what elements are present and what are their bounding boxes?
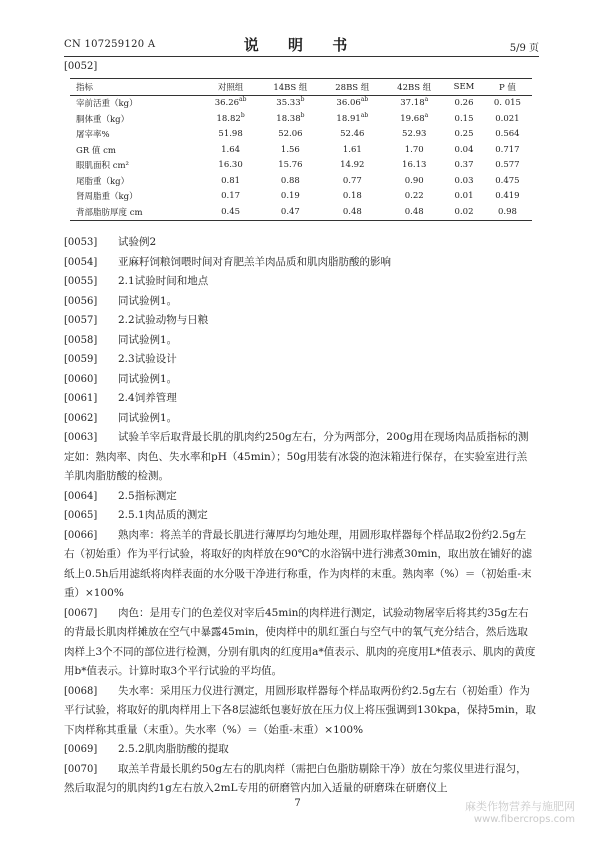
watermark-url: www.fibercrops.com [473, 814, 575, 825]
paragraph-id: [0056] [64, 295, 98, 307]
paragraph-text: 试验例2 [118, 236, 157, 248]
paragraph [64, 526, 536, 604]
significance-letter: b [240, 111, 245, 119]
table-row [70, 111, 532, 127]
paragraph [64, 428, 536, 487]
paragraph-text: 2.2试验动物与日粮 [118, 314, 209, 326]
significance-letter: a [424, 96, 429, 104]
column-header: 42BS 组 [397, 82, 432, 93]
paragraph-id: [0060] [64, 373, 98, 385]
table-cell: 0.19 [280, 191, 300, 202]
paragraph-text: 试验羊宰后取背最长肌的肌肉约250g左右，分为两部分，200g用在现场肉品质指标的测定如：熟肉率、肉色、失水率和pH（45min）；50g用装有冰袋的泡沫箱进行保存，在实验室进行羔羊肌肉脂肪酸的检测。 [64, 431, 529, 482]
body-text [64, 233, 536, 799]
paragraph-text: 2.5.1肉品质的测定 [118, 509, 208, 521]
row-label: 胴体重（kg） [76, 114, 130, 125]
paragraph [64, 253, 536, 273]
paragraph [64, 409, 536, 429]
paragraph-id: [0055] [64, 276, 98, 287]
column-header: P 值 [498, 82, 516, 93]
table-cell: 1.64 [221, 144, 241, 155]
paragraph [64, 233, 536, 253]
table-cell: 0.717 [495, 144, 520, 155]
table-cell: 0.577 [495, 160, 520, 171]
paragraph-text: 肉色：是用专门的色差仪对宰后45min的肉样进行测定，试验动物屠宰后将其约35g左右的背最长肌肉样摊放在空气中暴露45min，使肉样中的肌红蛋白与空气中的氧气充分结合，然后选取肉样上3个不同的部位进行检测，分别有肌肉的红度用a*值表示、肌肉的亮度用L*值表示、肌肉的黄度用b*值表示。计算时取3个平行试验的平均值。 [64, 606, 536, 677]
significance-letter: b [300, 111, 305, 119]
significance-letter: a [424, 111, 429, 119]
paragraph [64, 370, 536, 390]
paragraph-text: 亚麻籽饲粮饲喂时间对育肥羔羊肉品质和肌肉脂肪酸的影响 [118, 255, 391, 268]
paragraph-id: [0061] [64, 393, 98, 404]
paragraph [64, 311, 536, 331]
table-cell: 0. 015 [493, 98, 521, 109]
paragraph [64, 506, 536, 526]
row-label: GR 值 cm [76, 145, 116, 156]
table-cell: 52.06 [278, 129, 303, 140]
table-cell: 0.48 [404, 206, 424, 217]
table-cell: 15.76 [278, 160, 303, 171]
significance-letter: b [300, 96, 305, 104]
paragraph [64, 760, 536, 799]
paragraph-id: [0066] [64, 529, 98, 541]
table-cell: 0.45 [221, 206, 241, 217]
column-header: 指标 [76, 82, 94, 93]
table-cell: 0.01 [454, 191, 474, 202]
paragraph-text: 同试验例1。 [118, 294, 178, 307]
table-cell: 14.92 [340, 160, 365, 171]
table-cell: 52.93 [402, 129, 427, 140]
paragraph [64, 740, 536, 760]
table-cell: 36.26$^{ab}$ [214, 96, 247, 109]
table-cell: 0.25 [454, 129, 474, 140]
paragraph-text: 2.3试验设计 [118, 353, 177, 365]
paragraph-id: [0067] [64, 607, 98, 619]
table-cell: 0.419 [495, 191, 520, 202]
table-cell: 0.17 [221, 191, 241, 202]
row-label: 屠宰率% [76, 130, 110, 141]
row-label: 眼肌面积 cm² [76, 161, 129, 172]
table-cell: 51.98 [218, 129, 243, 140]
header-divider [64, 56, 539, 57]
paragraph-id: [0065] [64, 510, 98, 521]
table-cell: 16.13 [402, 160, 427, 171]
table-cell: 0.48 [342, 206, 362, 217]
paragraph-id: [0059] [64, 354, 98, 365]
paragraph [64, 272, 536, 292]
page-header [64, 34, 539, 54]
column-header: 对照组 [217, 82, 244, 93]
table-cell: 0.15 [454, 113, 474, 124]
table-cell: 0.98 [497, 206, 517, 217]
paragraph-text: 熟肉率：将羔羊的背最长肌进行薄厚均匀地处理，用圆形取样器每个样品取2份约2.5g左右（初始重）作为平行试验，将取好的肉样放在90℃的水浴锅中进行沸煮30min，取出放在铺好的滤纸上0.5h后用滤纸将肉样表面的水分吸干净进行称重，作为肉样的末重。熟肉率（%）＝（初始重-末重）×100% [64, 528, 533, 599]
table-cell: 0.77 [342, 175, 362, 186]
paragraph [64, 389, 536, 409]
table-cell: 36.06$^{ab}$ [336, 96, 369, 109]
column-header: 14BS 组 [273, 82, 308, 93]
paragraph [64, 292, 536, 312]
paragraph [64, 682, 536, 741]
paragraph-id: [0063] [64, 432, 98, 443]
table-cell: 0.47 [280, 206, 300, 217]
paragraph [64, 350, 536, 370]
table-cell: 0.90 [404, 175, 424, 186]
document-title: 说 明 书 [243, 36, 360, 54]
significance-letter: ab [360, 111, 369, 119]
row-label: 宰前活重（kg） [76, 99, 138, 110]
table-cell: 0.02 [454, 206, 474, 217]
table-row [70, 204, 532, 220]
table-cell: 0.475 [495, 175, 520, 186]
paragraph-text: 同试验例1。 [118, 411, 178, 424]
table-cell: 0.564 [495, 129, 520, 140]
table-cell: 37.18$^a$ [400, 96, 429, 109]
row-label: 肾周脂重（kg） [76, 192, 138, 203]
table-cell: 0.26 [454, 98, 474, 109]
table-cell: 18.82$^b$ [216, 111, 245, 124]
row-label: 尾脂重（kg） [76, 176, 130, 187]
paragraph-id: [0058] [64, 334, 98, 346]
paragraph-id: [0062] [64, 412, 98, 424]
table-cell: 0.03 [454, 175, 474, 186]
column-header: SEM [453, 81, 475, 92]
paragraph-text: 失水率：采用压力仪进行测定，用圆形取样器每个样品取两份约2.5g左右（初始重）作为平行试验，将取好的肌肉样用上下各8层滤纸包裹好放在压力仪上将压强调到130kpa，保持5min，取下肉样称其重量（末重）。失水率（%）＝（始重-末重）×100% [64, 684, 536, 736]
table-cell: 0.37 [454, 160, 474, 171]
table-header-row [70, 79, 532, 96]
table-cell: 0.04 [454, 144, 474, 155]
paragraph-id: [0064] [64, 490, 98, 502]
table-cell: 19.68$^a$ [400, 111, 429, 124]
paragraph-text: 2.1试验时间和地点 [118, 275, 209, 287]
table-cell: 52.46 [340, 129, 365, 140]
table-cell: 1.56 [280, 144, 300, 155]
paragraph [64, 331, 536, 351]
watermark-name: 麻类作物营养与施肥网 [465, 800, 575, 813]
table-cell: 0.021 [495, 113, 520, 124]
table-row [70, 127, 532, 143]
table-cell: 0.88 [280, 175, 300, 186]
paragraph-id: [0068] [64, 685, 98, 697]
table-row [70, 95, 532, 111]
significance-letter: ab [239, 96, 247, 104]
page-of-total: 5/9 页 [509, 43, 539, 54]
paragraph [64, 487, 536, 507]
carcass-traits-table [70, 78, 532, 221]
paragraph-text: 同试验例1。 [118, 333, 178, 346]
paragraph-text: 2.4饲养管理 [118, 392, 177, 404]
column-header: 28BS 组 [335, 82, 370, 93]
table-cell: 1.61 [342, 144, 362, 155]
table-cell: 16.30 [218, 160, 243, 171]
site-watermark [465, 800, 575, 826]
paragraph-id: [0053] [64, 237, 98, 248]
table-cell: 35.33$^b$ [276, 96, 305, 109]
paragraph-id: [0070] [64, 763, 98, 775]
table-row [70, 158, 532, 174]
table-row [70, 142, 532, 158]
table-cell: 0.22 [404, 191, 424, 202]
table-cell: 18.38$^b$ [276, 111, 305, 124]
table-cell: 0.18 [342, 191, 362, 202]
significance-letter: ab [360, 96, 369, 104]
table-cell: 0.81 [221, 175, 241, 186]
paragraph-text: 同试验例1。 [118, 372, 178, 385]
table-row [70, 173, 532, 189]
paragraph [64, 604, 536, 682]
paragraph-id: [0069] [64, 744, 98, 755]
page-number: 7 [294, 798, 301, 809]
paragraph-id: [0057] [64, 315, 98, 326]
patent-number: CN 107259120 A [64, 39, 156, 50]
table-row [70, 189, 532, 205]
paragraph-text: 2.5指标测定 [118, 489, 177, 502]
paragraph-text: 取羔羊背最长肌约50g左右的肌肉样（需把白色脂肪剔除干净）放在匀浆仪里进行混匀，然后取混匀的肌肉约1g左右放入2mL专用的研磨管内加入适量的研磨珠在研磨仪上 [64, 762, 527, 794]
row-label: 背部脂肪厚度 cm [76, 207, 143, 218]
paragraph-id-0052: [0052] [64, 61, 98, 72]
paragraph-text: 2.5.2肌肉脂肪酸的提取 [118, 743, 229, 755]
paragraph-id: [0054] [64, 256, 98, 268]
table-cell: 1.70 [404, 144, 424, 155]
table-cell: 18.91$^{ab}$ [336, 111, 369, 124]
